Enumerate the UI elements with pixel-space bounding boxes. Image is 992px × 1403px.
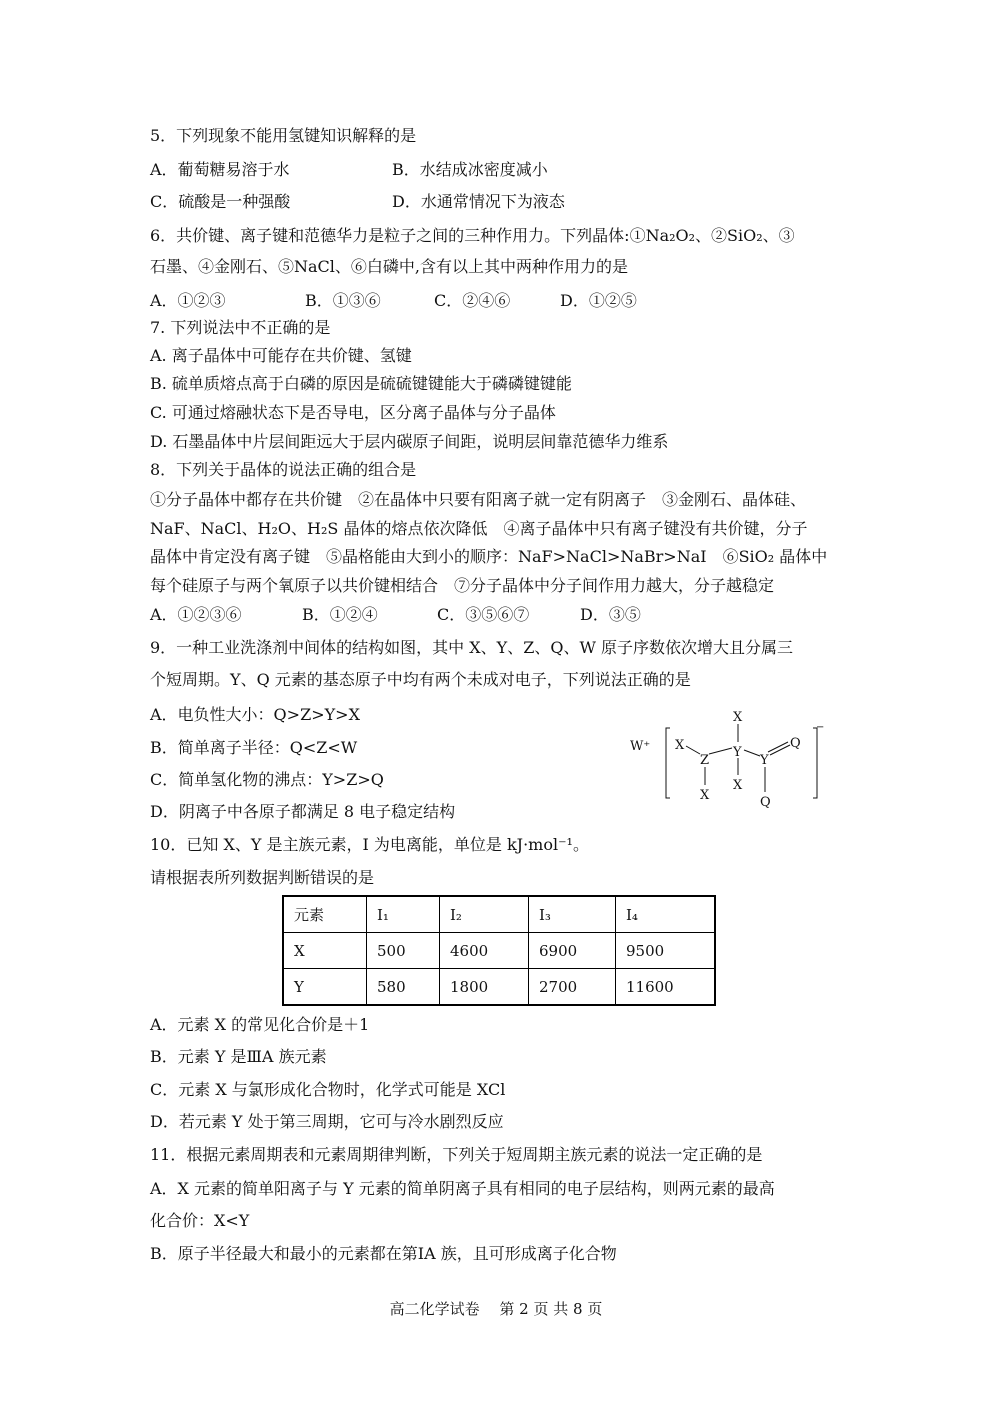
q9-stem-line2: 个短周期。Y、Q 元素的基态原子中均有两个未成对电子，下列说法正确的是 — [150, 670, 691, 689]
q7-option-a: A. 离子晶体中可能存在共价键、氢键 — [150, 346, 412, 365]
struct-label-q-bottom: Q — [760, 795, 771, 810]
struct-label-x-bottom: X — [733, 778, 743, 793]
q10-option-d: D．若元素 Y 处于第三周期，它可与冷水剧烈反应 — [150, 1112, 504, 1131]
q8-option-c: C．③⑤⑥⑦ — [437, 605, 530, 624]
q8-option-a: A．①②③⑥ — [150, 605, 242, 624]
q5-option-d: D．水通常情况下为液态 — [392, 192, 565, 211]
table-cell: 11600 — [616, 969, 716, 1006]
table-header-row — [283, 896, 715, 933]
table-cell: 1800 — [440, 969, 529, 1006]
struct-label-x-top: X — [733, 710, 743, 725]
q6-option-c: C．②④⑥ — [434, 291, 511, 310]
q9-option-a: A．电负性大小：Q>Z>Y>X — [150, 705, 360, 724]
q6-option-d: D．①②⑤ — [560, 291, 637, 310]
q8-option-b: B．①②④ — [302, 605, 378, 624]
struct-label-w: W⁺ — [630, 739, 651, 754]
bracket-right — [813, 728, 817, 798]
q7-option-d: D. 石墨晶体中片层间距远大于层内碳原子间距，说明层间靠范德华力维系 — [150, 432, 669, 451]
q11-option-b: B．原子半径最大和最小的元素都在第ⅠA 族，且可形成离子化合物 — [150, 1244, 617, 1263]
q8-statement-line2: NaF、NaCl、H₂O、H₂S 晶体的熔点依次降低 ④离子晶体中只有离子键没有共价键，分子 — [150, 519, 808, 538]
q10-option-c: C．元素 X 与氯形成化合物时，化学式可能是 XCl — [150, 1080, 506, 1099]
struct-label-z: Z — [700, 753, 710, 768]
table-header-cell: I₄ — [616, 896, 716, 933]
table-cell: 500 — [367, 933, 440, 969]
table-cell: 580 — [367, 969, 440, 1006]
q6-option-a: A．①②③ — [150, 291, 226, 310]
q11-option-a-line2: 化合价：X<Y — [150, 1211, 250, 1230]
struct-label-x-left: X — [675, 738, 685, 753]
page-footer: 高二化学试卷 第 2 页 共 8 页 — [389, 1300, 603, 1318]
table-cell: 2700 — [529, 969, 616, 1006]
q5-option-c: C．硫酸是一种强酸 — [150, 192, 291, 211]
table-cell: X — [283, 933, 367, 969]
charge-minus: − — [816, 722, 825, 733]
q10-stem-line2: 请根据表所列数据判断错误的是 — [150, 868, 375, 887]
q9-option-d: D．阴离子中各原子都满足 8 电子稳定结构 — [150, 802, 456, 821]
table-header-cell: I₂ — [440, 896, 529, 933]
struct-label-y-center: Y — [733, 745, 742, 760]
q8-statement-line4: 每个硅原子与两个氧原子以共价键相结合 ⑦分子晶体中分子间作用力越大，分子越稳定 — [150, 576, 775, 595]
q7-stem: 7. 下列说法中不正确的是 — [150, 318, 331, 337]
q6-stem-line2: 石墨、④金刚石、⑤NaCl、⑥白磷中,含有以上其中两种作用力的是 — [150, 257, 628, 276]
q11-stem: 11．根据元素周期表和元素周期律判断，下列关于短周期主族元素的说法一定正确的是 — [150, 1145, 763, 1164]
q5-stem: 5．下列现象不能用氢键知识解释的是 — [150, 126, 417, 145]
q8-statement-line1: ①分子晶体中都存在共价键 ②在晶体中只要有阳离子就一定有阴离子 ③金刚石、晶体硅、 — [150, 490, 807, 509]
struct-label-y-right: Y — [760, 753, 769, 768]
q8-stem: 8．下列关于晶体的说法正确的组合是 — [150, 460, 417, 479]
q10-option-b: B．元素 Y 是ⅢA 族元素 — [150, 1047, 327, 1066]
bond-z-y — [709, 748, 732, 754]
table-header-cell: I₁ — [367, 896, 440, 933]
table-header-cell: I₃ — [529, 896, 616, 933]
q6-option-b: B．①③⑥ — [305, 291, 381, 310]
q5-option-a: A．葡萄糖易溶于水 — [150, 160, 290, 179]
table-cell: 4600 — [440, 933, 529, 969]
table-cell: 9500 — [616, 933, 716, 969]
q11-option-a-line1: A．X 元素的简单阳离子与 Y 元素的简单阴离子具有相同的电子层结构，则两元素的最高 — [150, 1179, 775, 1198]
struct-label-q-top: Q — [790, 736, 801, 751]
table-row — [283, 933, 715, 969]
table-header-cell: 元素 — [283, 896, 367, 933]
q7-option-c: C. 可通过熔融状态下是否导电，区分离子晶体与分子晶体 — [150, 403, 556, 422]
q8-option-d: D．③⑤ — [580, 605, 641, 624]
q9-option-c: C．简单氢化物的沸点：Y>Z>Q — [150, 770, 384, 789]
bond-x-z — [686, 746, 700, 754]
q5-option-b: B．水结成冰密度减小 — [392, 160, 548, 179]
table-row — [283, 969, 715, 1006]
q9-option-b: B．简单离子半径：Q<Z<W — [150, 738, 358, 757]
q10-stem-line1: 10．已知 X、Y 是主族元素，I 为电离能，单位是 kJ·mol⁻¹。 — [150, 835, 589, 854]
q9-stem-line1: 9．一种工业洗涤剂中间体的结构如图，其中 X、Y、Z、Q、W 原子序数依次增大且分属三 — [150, 638, 793, 657]
q8-statement-line3: 晶体中肯定没有离子键 ⑤晶格能由大到小的顺序：NaF>NaCl>NaBr>NaI ⑥SiO₂ 晶体中 — [150, 547, 828, 566]
q7-option-b: B. 硫单质熔点高于白磷的原因是硫硫键键能大于磷磷键键能 — [150, 374, 572, 393]
bracket-left — [666, 728, 670, 798]
struct-label-x-under-z: X — [700, 788, 710, 803]
ionization-energy-table — [282, 895, 716, 1006]
table-cell: Y — [283, 969, 367, 1006]
q6-stem-line1: 6．共价键、离子键和范德华力是粒子之间的三种作用力。下列晶体:①Na₂O₂、②SiO₂、③ — [150, 226, 795, 245]
bond-y-y — [744, 750, 760, 756]
q10-option-a: A．元素 X 的常见化合价是＋1 — [150, 1015, 370, 1034]
anion-structure-diagram — [620, 700, 830, 820]
table-cell: 6900 — [529, 933, 616, 969]
